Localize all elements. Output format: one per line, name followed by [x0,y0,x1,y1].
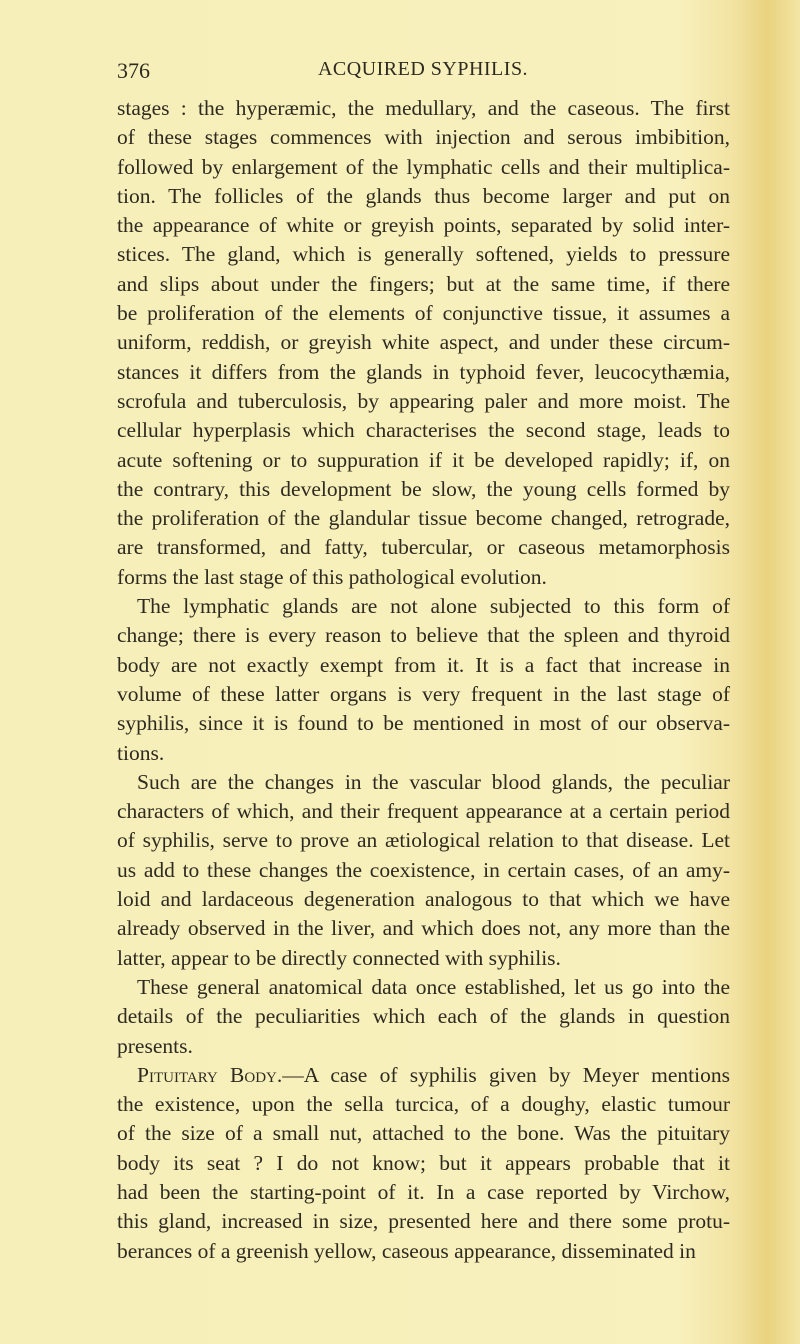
text-line: volume of these latter organs is very frequent in the last stage of [117,681,730,706]
text-line: be proliferation of the elements of conjunctive tissue, it assumes a [117,301,730,326]
text-line: syphilis, since it is found to be mentioned in most of our observa- [117,711,730,736]
text-line: latter, appear to be directly connected with syphilis. [117,945,561,970]
text-line: had been the starting-point of it. In a case reported by Virchow, [117,1179,730,1204]
text-line: this gland, increased in size, presented here and there some protu- [117,1209,730,1234]
text-line: forms the last stage of this pathological evolution. [117,564,547,589]
text-line: presents. [117,1033,193,1058]
body-text [117,94,730,1266]
text-line: berances of a greenish yellow, caseous appearance, disseminated in [117,1238,696,1263]
text-line: characters of which, and their frequent appearance at a certain period [117,799,730,824]
text-line: of the size of a small nut, attached to the bone. Was the pituitary [117,1121,730,1146]
text-line: cellular hyperplasis which characterises the second stage, leads to [117,418,730,443]
text-line: the existence, upon the sella turcica, of a doughy, elastic tumour [117,1092,730,1117]
text-line: the appearance of white or greyish points, separated by solid inter- [117,213,730,238]
text-line: and slips about under the fingers; but at the same time, if there [117,271,730,296]
text-line: The lymphatic glands are not alone subjected to this form of [137,594,730,619]
text-line: of these stages commences with injection and serous imbibition, [117,125,730,150]
text-line: uniform, reddish, or greyish white aspect, and under these circum- [117,330,730,355]
text-line: details of the peculiarities which each of the glands in question [117,1004,730,1029]
running-title: ACQUIRED SYPHILIS. [317,58,529,80]
text-line: body are not exactly exempt from it. It is a fact that increase in [117,652,730,677]
text-line: of syphilis, serve to prove an ætiological relation to that disease. Let [117,828,730,853]
text-line: Pituitary Body.—A case of syphilis given by Meyer mentions [137,1062,730,1087]
text-line: stages : the hyperæmic, the medullary, and the caseous. The first [117,96,730,120]
text-line: tion. The follicles of the glands thus become larger and put on [117,183,730,208]
text-line: tions. [117,740,165,765]
text-line: change; there is every reason to believe that the spleen and thyroid [117,623,730,648]
text-line: stances it differs from the glands in typhoid fever, leucocythæmia, [117,359,730,384]
text-line: followed by enlargement of the lymphatic cells and their multiplica- [117,154,730,179]
text-line: us add to these changes the coexistence, in certain cases, of an amy- [117,857,730,882]
text-line: the proliferation of the glandular tissue become changed, retrograde, [117,506,730,531]
text-line: Such are the changes in the vascular blood glands, the peculiar [137,769,730,794]
section-heading: Pituitary Body. [137,1062,283,1087]
page-header [117,58,729,86]
text-line: These general anatomical data once established, let us go into the [137,974,730,999]
text-line: loid and lardaceous degeneration analogous to that which we have [117,887,730,912]
text-line: already observed in the liver, and which does not, any more than the [117,916,730,941]
page-number: 376 [117,58,150,83]
text-line: stices. The gland, which is generally softened, yields to pressure [117,242,730,267]
text-line: scrofula and tuberculosis, by appearing paler and more moist. The [117,388,730,413]
text-line: body its seat ? I do not know; but it appears probable that it [117,1150,730,1175]
text-line: are transformed, and fatty, tubercular, or caseous metamorphosis [117,535,730,560]
text-line: the contrary, this development be slow, the young cells formed by [117,476,730,501]
text-line: acute softening or to suppuration if it be developed rapidly; if, on [117,447,730,472]
